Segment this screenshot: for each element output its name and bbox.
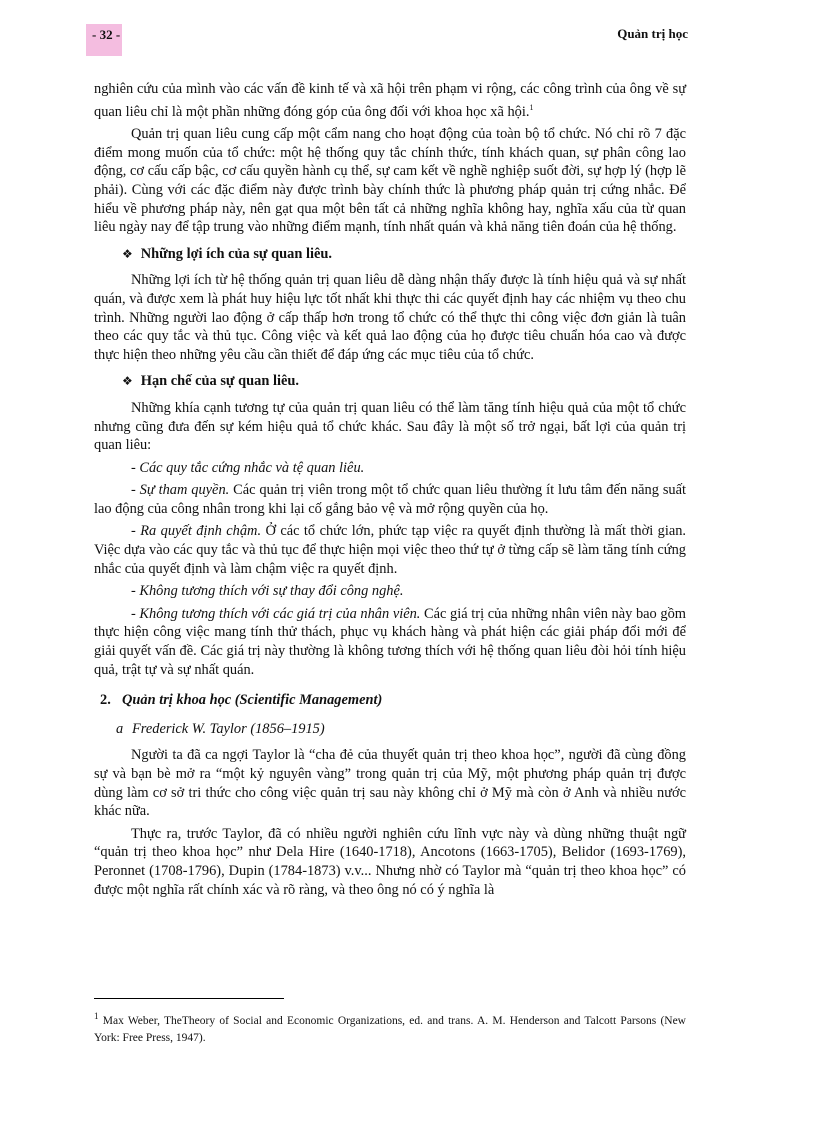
page-number: - 32 - bbox=[86, 24, 122, 56]
sub-heading bbox=[116, 720, 686, 739]
diamond-bullet-icon: ❖ bbox=[122, 246, 133, 261]
item-term: - Không tương thích với các giá trị của nhân viên. bbox=[131, 605, 421, 622]
heading-text: Hạn chế của sự quan liêu. bbox=[140, 373, 299, 390]
section-heading bbox=[100, 691, 686, 710]
item-text: Các giá trị của những nhân viên này bao gồm thực hiện công việc mang tính thử thách, phục vụ khách hàng và phát hiện các giải pháp đổi mới để giải quyết vấn đề. Các giá trị này thường là không tương thích với hệ thống quan liêu đòi hỏi tính hiệu quả, trật tự và sự nhất quán. bbox=[94, 605, 686, 678]
section-title: Quản trị khoa học (Scientific Management) bbox=[122, 692, 383, 709]
list-item bbox=[94, 605, 686, 679]
paragraph bbox=[94, 80, 686, 121]
list-item bbox=[94, 522, 686, 578]
item-term: - Sự tham quyền. bbox=[131, 482, 230, 499]
footnote-reference[interactable]: 1 bbox=[529, 102, 534, 112]
paragraph: Thực ra, trước Taylor, đã có nhiều người nghiên cứu lĩnh vực này và dùng những thuật ngữ “quản trị theo khoa học” như Dela Hire (1640-1718), Ancotons (1663-1705), Belidor (1693-1769), Peronnet (1708-1796), Dupin (1784-1873) v.v... Nhưng nhờ có Taylor mà “quản trị theo khoa học” có được một nghĩa rất chính xác và rõ ràng, và theo ông nó có ý nghĩa là bbox=[94, 825, 686, 898]
section-number: 2. bbox=[100, 692, 111, 709]
list-item bbox=[94, 481, 686, 518]
bullet-heading-limitations bbox=[122, 372, 686, 391]
bullet-heading-benefits bbox=[122, 245, 686, 264]
footnote-divider bbox=[94, 998, 284, 999]
body-text bbox=[94, 80, 686, 903]
paragraph: Những khía cạnh tương tự của quản trị quan liêu có thể làm tăng tính hiệu quả của một tổ chức nhưng cũng đưa đến sự kém hiệu quả tổ chức khác. Sau đây là một số trở ngại, bất lợi của quản trị quan liêu: bbox=[94, 399, 686, 454]
sub-heading-letter: a bbox=[116, 720, 124, 737]
list-item bbox=[94, 582, 686, 601]
paragraph: Những lợi ích từ hệ thống quản trị quan liêu dễ dàng nhận thấy được là tính hiệu quả và sự nhất quán, và được xem là phát huy hiệu lực tốt nhất khi thực thi các quyết định hay các nhiệm vụ theo chu trình. Những người lao động ở cấp thấp hơn trong tổ chức có thể thực thi công việc đơn giản là tuân theo các quy tắc và thủ tục. Công việc và kết quả lao động của họ được tiêu chuẩn hóa cao và được thực hiện theo những yêu cầu cần thiết để đáp ứng các mục tiêu của tổ chức. bbox=[94, 272, 686, 363]
list-item bbox=[94, 459, 686, 478]
footnote bbox=[94, 1008, 686, 1047]
paragraph: Người ta đã ca ngợi Taylor là “cha đẻ của thuyết quản trị theo khoa học”, người đã cùng đồng sự và bạn bè mở ra “một kỷ nguyên vàng” trong quản trị của Mỹ, một phương pháp quản trị được dùng làm cơ sở tri thức cho công việc quản trị sau này không chỉ ở Mỹ mà còn ở Anh và nhiều nước khác nữa. bbox=[94, 747, 686, 820]
item-term: - Ra quyết định chậm. bbox=[131, 523, 262, 540]
paragraph-text: nghiên cứu của mình vào các vấn đề kinh tế và xã hội trên phạm vi rộng, các công trình của ông về sự quan liêu chỉ là một phần những đóng góp của ông đối với khoa học xã hội. bbox=[94, 81, 686, 120]
running-title: Quản trị học bbox=[617, 26, 688, 41]
sub-heading-title: Frederick W. Taylor (1856–1915) bbox=[132, 720, 325, 737]
footnote-marker: 1 bbox=[94, 1011, 99, 1021]
item-term: - Các quy tắc cứng nhắc và tệ quan liêu. bbox=[131, 459, 365, 476]
item-term: - Không tương thích với sự thay đổi công nghệ. bbox=[131, 583, 404, 600]
diamond-bullet-icon: ❖ bbox=[122, 374, 133, 389]
item-text: Ở các tổ chức lớn, phức tạp việc ra quyết định thường là mất thời gian. Việc dựa vào các quy tắc và thủ tục để thực hiện mọi việc theo thứ tự ở từng cấp sẽ làm tăng tính cứng nhắc của quyết định và làm chậm việc ra quyết định. bbox=[94, 523, 687, 577]
footnote-text: Max Weber, TheTheory of Social and Economic Organizations, ed. and trans. A. M. Henderson and Talcott Parsons (New York: Free Press, 1947). bbox=[94, 1015, 686, 1044]
paragraph: Quản trị quan liêu cung cấp một cẩm nang cho hoạt động của toàn bộ tổ chức. Nó chỉ rõ 7 đặc điểm mong muốn của tổ chức: một hệ thống quy tắc chính thức, tính khách quan, sự phân công lao động, cơ cấu cấp bậc, cơ cấu quyền hành cụ thể, sự cam kết về nghề nghiệp suốt đời, sự hợp lý (hợp lẽ phải). Cùng với các đặc điểm này được trình bày chính thức là phương pháp quản trị cứng nhắc. Để hiểu về phương pháp này, nên gạt qua một bên tất cả những nghĩa không hay, nghĩa xấu của từ quan liêu ngày nay để tập trung vào những điểm mạnh, tính nhất quán và khả năng tiên đoán của hệ thống. bbox=[94, 126, 686, 236]
heading-text: Những lợi ích của sự quan liêu. bbox=[140, 245, 332, 262]
item-text: Các quản trị viên trong một tổ chức quan liêu thường ít lưu tâm đến năng suất lao động của công nhân trong khi lại cố gắng bảo vệ và mở rộng quyền của họ. bbox=[94, 482, 687, 517]
